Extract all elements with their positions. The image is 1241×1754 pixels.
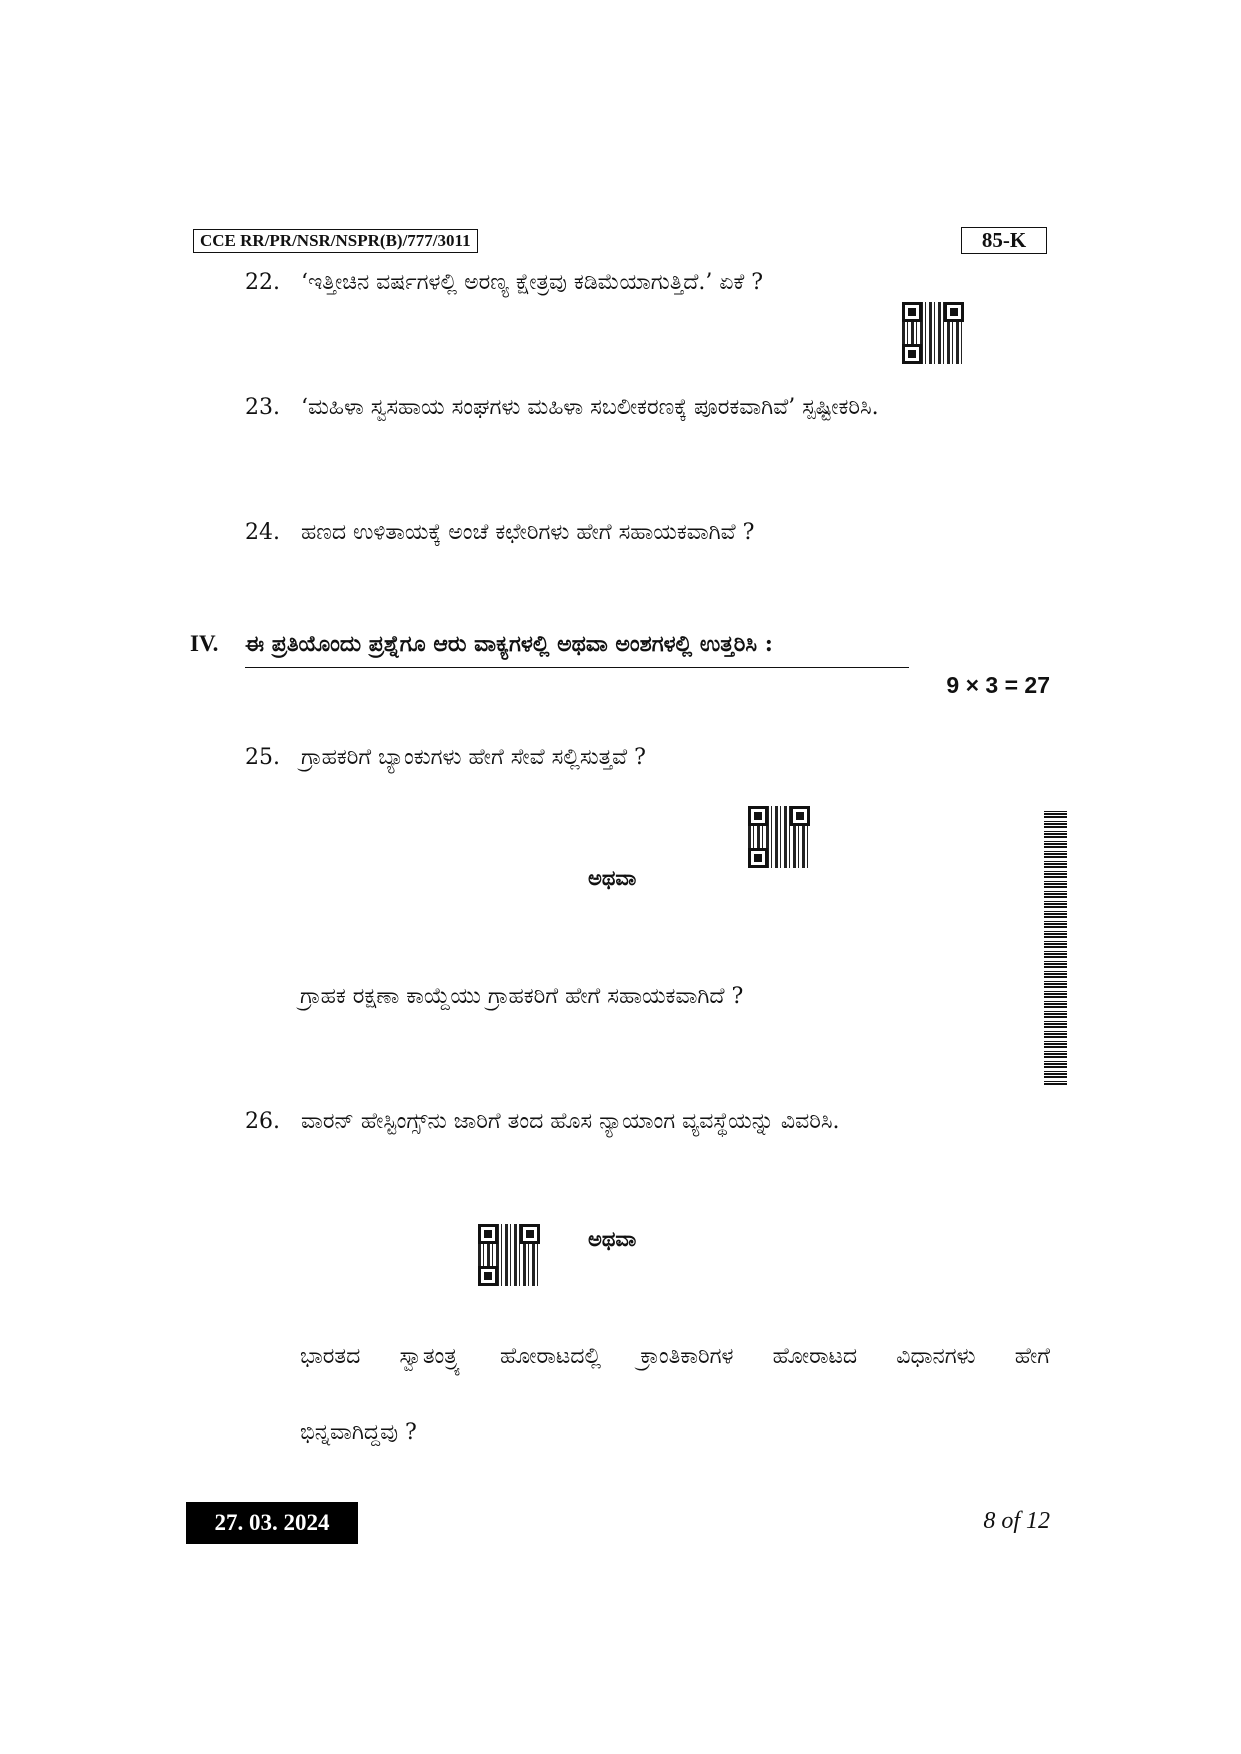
question-number: 23. xyxy=(245,395,280,420)
question-26-alternative-line-2: ಭಿನ್ನವಾಗಿದ್ದವು ? xyxy=(300,1420,417,1445)
question-24 xyxy=(245,518,754,548)
question-23 xyxy=(245,393,879,423)
question-26-alternative-line-1: ಭಾರತದ ಸ್ವಾತಂತ್ರ್ಯ ಹೋರಾಟದಲ್ಲಿ ಕ್ರಾಂತಿಕಾರಿಗಳ ಹೋರಾಟದ ವಿಧಾನಗಳು ಹೇಗೆ xyxy=(300,1344,1050,1369)
qr-code-icon xyxy=(902,302,964,364)
exam-date: 27. 03. 2024 xyxy=(186,1502,358,1544)
question-text: ‘ಮಹಿಳಾ ಸ್ವಸಹಾಯ ಸಂಘಗಳು ಮಹಿಳಾ ಸಬಲೀಕರಣಕ್ಕೆ ಪೂರಕವಾಗಿವೆ’ ಸ್ಪಷ್ಟೀಕರಿಸಿ. xyxy=(301,395,879,420)
question-26 xyxy=(245,1107,840,1137)
paper-code: 85-K xyxy=(961,227,1047,254)
question-text: ‘ಇತ್ತೀಚಿನ ವರ್ಷಗಳಲ್ಲಿ ಅರಣ್ಯ ಕ್ಷೇತ್ರವು ಕಡಿಮೆಯಾಗುತ್ತಿದೆ.’ ಏಕೆ ? xyxy=(301,270,764,295)
section-number: IV. xyxy=(190,631,219,656)
question-number: 26. xyxy=(245,1109,280,1134)
page-number: 8 of 12 xyxy=(983,1508,1050,1534)
exam-code: CCE RR/PR/NSR/NSPR(B)/777/3011 xyxy=(193,229,478,253)
or-separator: ಅಥವಾ xyxy=(588,1226,637,1251)
question-text: ವಾರನ್ ಹೇಸ್ಟಿಂಗ್ಸ್‌ನು ಜಾರಿಗೆ ತಂದ ಹೊಸ ನ್ಯಾಯಾಂಗ ವ್ಯವಸ್ಥೆಯನ್ನು ವಿವರಿಸಿ. xyxy=(301,1109,840,1134)
question-number: 22. xyxy=(245,270,280,295)
barcode-icon xyxy=(1044,811,1067,1085)
qr-code-icon xyxy=(478,1224,540,1286)
or-separator: ಅಥವಾ xyxy=(588,865,637,890)
question-number: 25. xyxy=(245,745,280,770)
section-marks: 9 × 3 = 27 xyxy=(946,672,1050,698)
section-underline xyxy=(245,667,909,668)
section-heading xyxy=(190,629,773,659)
question-25-alternative: ಗ್ರಾಹಕ ರಕ್ಷಣಾ ಕಾಯ್ದೆಯು ಗ್ರಾಹಕರಿಗೆ ಹೇಗೆ ಸಹಾಯಕವಾಗಿದೆ ? xyxy=(300,984,744,1009)
question-text: ಹಣದ ಉಳಿತಾಯಕ್ಕೆ ಅಂಚೆ ಕಛೇರಿಗಳು ಹೇಗೆ ಸಹಾಯಕವಾಗಿವೆ ? xyxy=(301,520,755,545)
question-22 xyxy=(245,268,763,298)
qr-code-icon xyxy=(748,806,810,868)
question-25 xyxy=(245,743,646,773)
section-instruction: ಈ ಪ್ರತಿಯೊಂದು ಪ್ರಶ್ನೆಗೂ ಆರು ವಾಕ್ಯಗಳಲ್ಲಿ ಅಥವಾ ಅಂಶಗಳಲ್ಲಿ ಉತ್ತರಿಸಿ : xyxy=(245,631,773,657)
question-text: ಗ್ರಾಹಕರಿಗೆ ಬ್ಯಾಂಕುಗಳು ಹೇಗೆ ಸೇವೆ ಸಲ್ಲಿಸುತ್ತವೆ ? xyxy=(301,745,646,770)
question-number: 24. xyxy=(245,520,280,545)
